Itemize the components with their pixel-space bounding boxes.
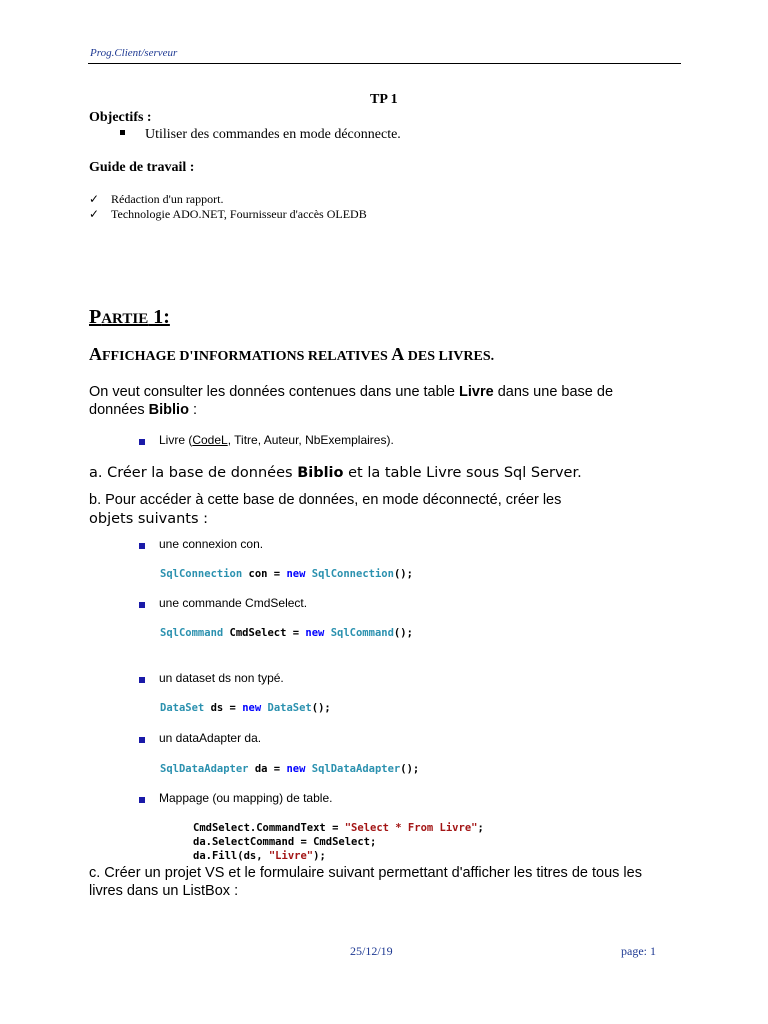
object-item-label: un dataAdapter da.	[139, 731, 261, 745]
checkmark-icon: ✓	[89, 192, 100, 206]
step-b-line2: objets suivants :	[89, 511, 209, 527]
step-a: a. Créer la base de données Biblio et la table Livre sous Sql Server.	[89, 465, 582, 481]
intro-paragraph: On veut consulter les données contenues dans une table Livre dans une base de données Biblio :	[89, 384, 614, 418]
square-bullet-icon	[139, 737, 145, 743]
square-bullet-icon	[139, 677, 145, 683]
code-line: DataSet ds = new DataSet();	[160, 702, 331, 714]
running-header: Prog.Client/serveur	[90, 47, 178, 59]
code-line: CmdSelect.CommandText = "Select * From Livre";	[193, 822, 484, 834]
objectifs-heading: Objectifs :	[89, 110, 152, 125]
square-bullet-icon	[120, 130, 125, 135]
guide-item-text: Rédaction d'un rapport.	[111, 192, 224, 206]
checkmark-icon: ✓	[89, 207, 100, 221]
square-bullet-icon	[139, 797, 145, 803]
step-c: c. Créer un projet VS et le formulaire suivant permettant d'afficher les titres de tous les livres dans un ListBox :	[89, 865, 642, 899]
objectif-item	[120, 127, 401, 143]
guide-item-text: Technologie ADO.NET, Fournisseur d'accès OLEDB	[111, 207, 367, 221]
guide-item	[89, 207, 367, 222]
square-bullet-icon	[139, 602, 145, 608]
step-b-line1: b. Pour accéder à cette base de données, en mode déconnecté, créer les	[89, 492, 562, 508]
schema-item: Livre (CodeL, Titre, Auteur, NbExemplaires).	[139, 433, 394, 447]
square-bullet-icon	[139, 439, 145, 445]
object-item-label: une connexion con.	[139, 537, 263, 551]
header-rule	[88, 63, 681, 64]
code-line: SqlDataAdapter da = new SqlDataAdapter();	[160, 763, 420, 775]
square-bullet-icon	[139, 543, 145, 549]
object-item-label: un dataset ds non typé.	[139, 671, 284, 685]
code-line: da.Fill(ds, "Livre");	[193, 850, 326, 862]
guide-item	[89, 192, 223, 207]
object-item-label: une commande CmdSelect.	[139, 596, 307, 610]
mapping-label: Mappage (ou mapping) de table.	[139, 791, 332, 805]
section-title: AFFICHAGE D'INFORMATIONS RELATIVES A DES LIVRES.	[89, 344, 495, 364]
footer-page-number: page: 1	[621, 944, 656, 958]
document-title: TP 1	[370, 92, 398, 107]
partie-heading: PARTIE 1:	[89, 306, 170, 328]
objectif-text: Utiliser des commandes en mode déconnecte.	[145, 127, 401, 142]
code-line: SqlCommand CmdSelect = new SqlCommand();	[160, 627, 413, 639]
guide-heading: Guide de travail :	[89, 160, 195, 175]
footer-date: 25/12/19	[350, 944, 393, 958]
code-line: SqlConnection con = new SqlConnection();	[160, 568, 413, 580]
code-line: da.SelectCommand = CmdSelect;	[193, 836, 377, 848]
